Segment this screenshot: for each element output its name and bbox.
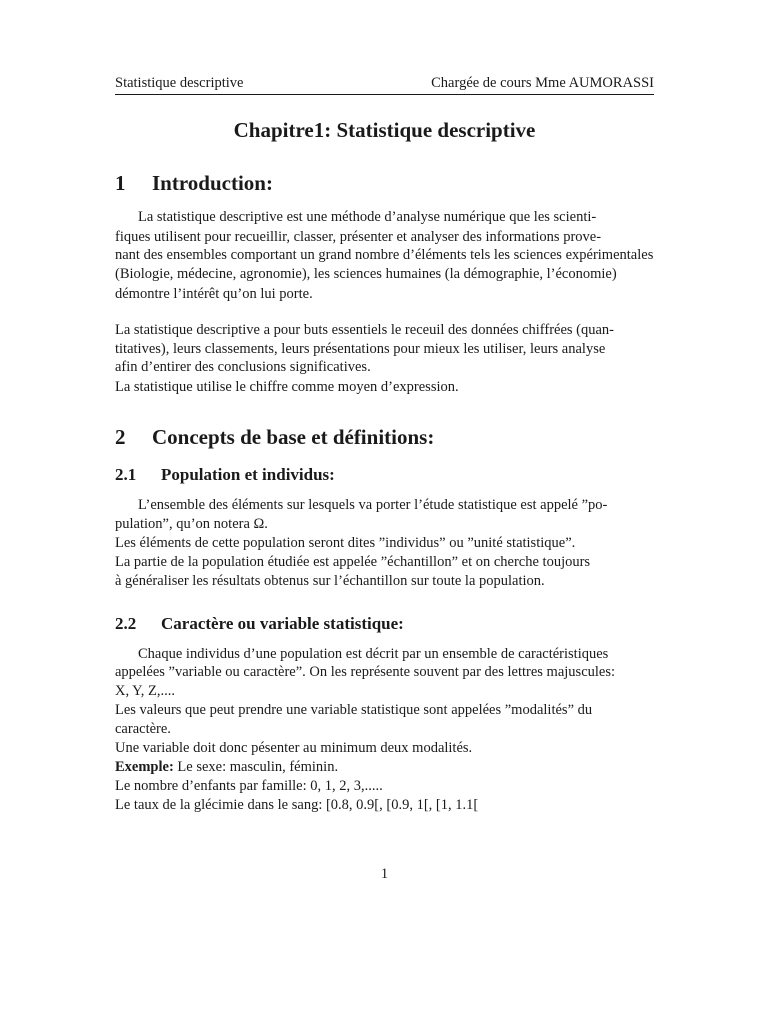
subsection-title: Caractère ou variable statistique: bbox=[161, 614, 404, 633]
chapter-title: Chapitre1: Statistique descriptive bbox=[233, 118, 536, 142]
page-header bbox=[115, 75, 654, 91]
paragraph-line: afin d’entirer des conclusions significatives. bbox=[115, 359, 371, 375]
page-number: 1 bbox=[380, 866, 389, 882]
paragraph-line: Les valeurs que peut prendre une variable statistique sont appelées ”modalités” du bbox=[115, 702, 593, 718]
section-title: Introduction: bbox=[152, 171, 273, 195]
example-line bbox=[115, 758, 655, 776]
subsection-title: Population et individus: bbox=[161, 465, 335, 484]
subsection-number: 2.2 bbox=[115, 614, 137, 633]
paragraph-line: à généraliser les résultats obtenus sur l’échantillon sur toute la population. bbox=[115, 573, 545, 589]
section-heading-concepts bbox=[115, 424, 434, 450]
paragraph-line: La statistique utilise le chiffre comme moyen d’expression. bbox=[115, 379, 459, 395]
paragraph-line: appelées ”variable ou caractère”. On les représente souvent par des lettres majuscules: bbox=[115, 664, 616, 680]
paragraph-line: titatives), leurs classements, leurs présentations pour mieux les utiliser, leurs analyse bbox=[115, 341, 606, 357]
header-lecturer: Chargée de cours Mme AUMORASSI bbox=[431, 75, 654, 91]
paragraph-line: La partie de la population étudiée est appelée ”échantillon” et on cherche toujours bbox=[115, 554, 591, 570]
header-rule bbox=[115, 94, 654, 95]
header-course-title: Statistique descriptive bbox=[115, 75, 244, 91]
paragraph-line: Chaque individus d’une population est décrit par un ensemble de caractéristiques bbox=[138, 646, 609, 662]
paragraph-line: Les éléments de cette population seront dites ”individus” ou ”unité statistique”. bbox=[115, 535, 576, 551]
paragraph-line: Le nombre d’enfants par famille: 0, 1, 2, 3,..... bbox=[115, 778, 383, 794]
paragraph-line: La statistique descriptive a pour buts essentiels le receuil des données chiffrées (quan- bbox=[115, 322, 615, 338]
paragraph-line: X, Y, Z,.... bbox=[115, 683, 176, 699]
paragraph-line: fiques utilisent pour recueillir, classer, présenter et analyser des informations prove- bbox=[115, 229, 602, 245]
paragraph-line: caractère. bbox=[115, 721, 171, 737]
paragraph-line: Une variable doit donc pésenter au minimum deux modalités. bbox=[115, 740, 473, 756]
subsection-heading-population bbox=[115, 465, 335, 485]
section-title: Concepts de base et définitions: bbox=[152, 425, 435, 449]
paragraph-line: Le taux de la glécimie dans le sang: [0.8, 0.9[, [0.9, 1[, [1, 1.1[ bbox=[115, 797, 479, 813]
example-text: Le sexe: masculin, féminin. bbox=[173, 759, 339, 775]
section-number: 2 bbox=[115, 425, 126, 449]
subsection-heading-variable bbox=[115, 614, 404, 634]
subsection-number: 2.1 bbox=[115, 465, 137, 484]
section-heading-introduction bbox=[115, 170, 273, 196]
section-number: 1 bbox=[115, 171, 126, 195]
paragraph-line: démontre l’intérêt qu’on lui porte. bbox=[115, 286, 313, 302]
example-label: Exemple: bbox=[115, 759, 174, 775]
paragraph-line: L’ensemble des éléments sur lesquels va porter l’étude statistique est appelé ”po- bbox=[138, 497, 608, 513]
paragraph-line: La statistique descriptive est une méthode d’analyse numérique que les scienti- bbox=[138, 209, 597, 225]
paragraph-line: pulation”, qu’on notera Ω. bbox=[115, 516, 268, 532]
paragraph-line: nant des ensembles comportant un grand nombre d’éléments tels les sciences expérimentales bbox=[115, 247, 654, 263]
paragraph-line: (Biologie, médecine, agronomie), les sciences humaines (la démographie, l’économie) bbox=[115, 266, 617, 282]
